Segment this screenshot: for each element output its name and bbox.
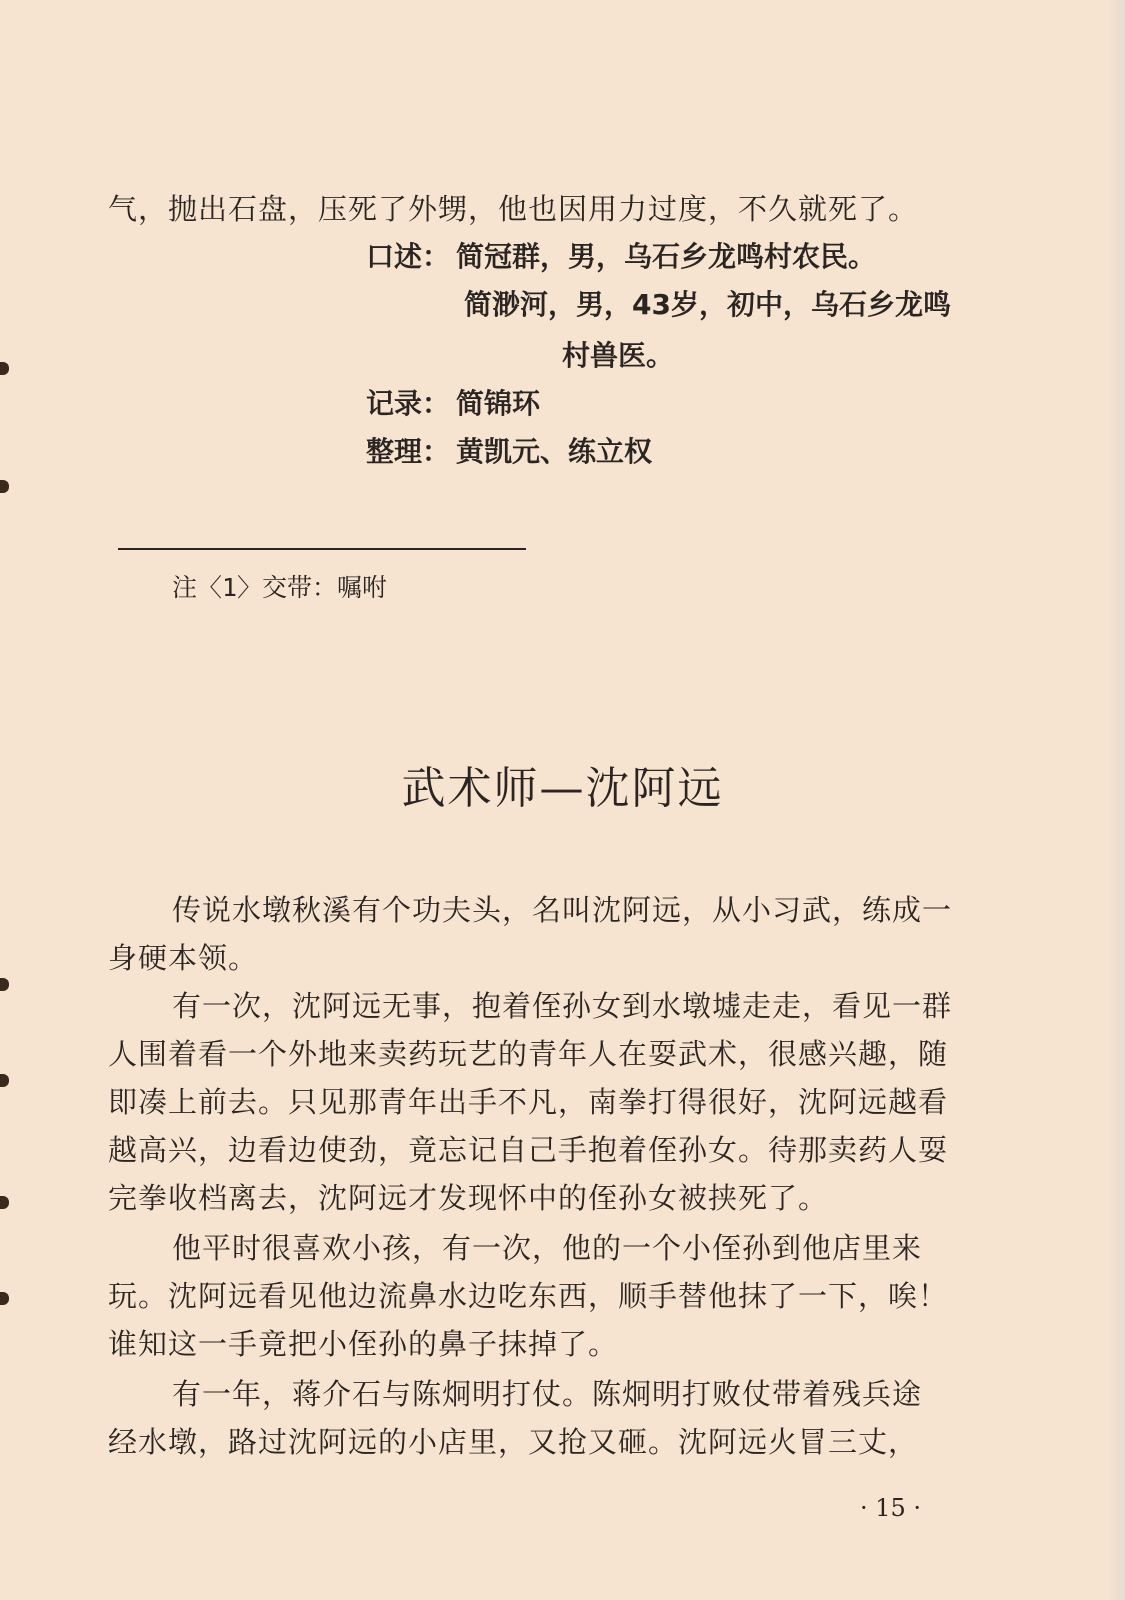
paragraph-line: 玩。沈阿远看见他边流鼻水边吃东西，顺手替他抹了一下，唉！ — [108, 1279, 949, 1313]
previous-story-ending: 气，抛出石盘，压死了外甥，他也因用力过度，不久就死了。 — [108, 192, 919, 226]
credit-record-name: 简锦环 — [456, 387, 541, 420]
paragraph-line: 谁知这一手竟把小侄孙的鼻子抹掉了。 — [108, 1327, 619, 1361]
credit-edit — [366, 430, 652, 470]
paragraph-line: 有一年，蒋介石与陈炯明打仗。陈炯明打败仗带着残兵途 — [172, 1377, 923, 1411]
binding-hole — [0, 1292, 9, 1305]
credit-record-label: 记录： — [366, 387, 451, 420]
paragraph-line: 经水墩，路过沈阿远的小店里，又抢又砸。沈阿远火冒三丈， — [108, 1425, 919, 1459]
binding-hole — [0, 978, 9, 991]
binding-hole — [0, 1196, 9, 1209]
paragraph-line: 越高兴，边看边使劲，竟忘记自己手抱着侄孙女。待那卖药人耍 — [108, 1133, 949, 1167]
credit-oral-name-1: 简冠群，男，乌石乡龙鸣村农民。 — [456, 240, 877, 273]
credit-record — [366, 382, 540, 422]
binding-hole — [0, 1074, 9, 1087]
paragraph-line: 他平时很喜欢小孩，有一次，他的一个小侄孙到他店里来 — [172, 1231, 923, 1265]
story-title: 武术师—沈阿远 — [401, 763, 724, 814]
paragraph-line: 人围着看一个外地来卖药玩艺的青年人在耍武术，很感兴趣，随 — [108, 1037, 949, 1071]
footnote-rule — [118, 548, 526, 550]
footnote: 注〈1〉交带：嘱咐 — [172, 573, 388, 602]
credit-oral-2: 简渺河，男，43岁，初中，乌石乡龙鸣 — [464, 288, 951, 321]
credit-edit-label: 整理： — [366, 435, 451, 468]
paragraph-line: 传说水墩秋溪有个功夫头，名叫沈阿远，从小习武，练成一 — [172, 893, 953, 927]
credit-edit-names: 黄凯元、练立权 — [456, 435, 653, 468]
paragraph-line: 即凑上前去。只见那青年出手不凡，南拳打得很好，沈阿远越看 — [108, 1085, 949, 1119]
credit-oral-2-continued: 村兽医。 — [562, 339, 675, 372]
binding-hole — [0, 362, 9, 375]
paragraph-line: 有一次，沈阿远无事，抱着侄孙女到水墩墟走走，看见一群 — [172, 989, 953, 1023]
page-number: · 15 · — [860, 1494, 922, 1522]
credit-oral — [366, 235, 876, 275]
paragraph-line: 完拳收档离去，沈阿远才发现怀中的侄孙女被挟死了。 — [108, 1181, 829, 1215]
credit-oral-label: 口述： — [366, 240, 451, 273]
binding-hole — [0, 480, 9, 493]
paragraph-line: 身硬本领。 — [108, 941, 259, 975]
